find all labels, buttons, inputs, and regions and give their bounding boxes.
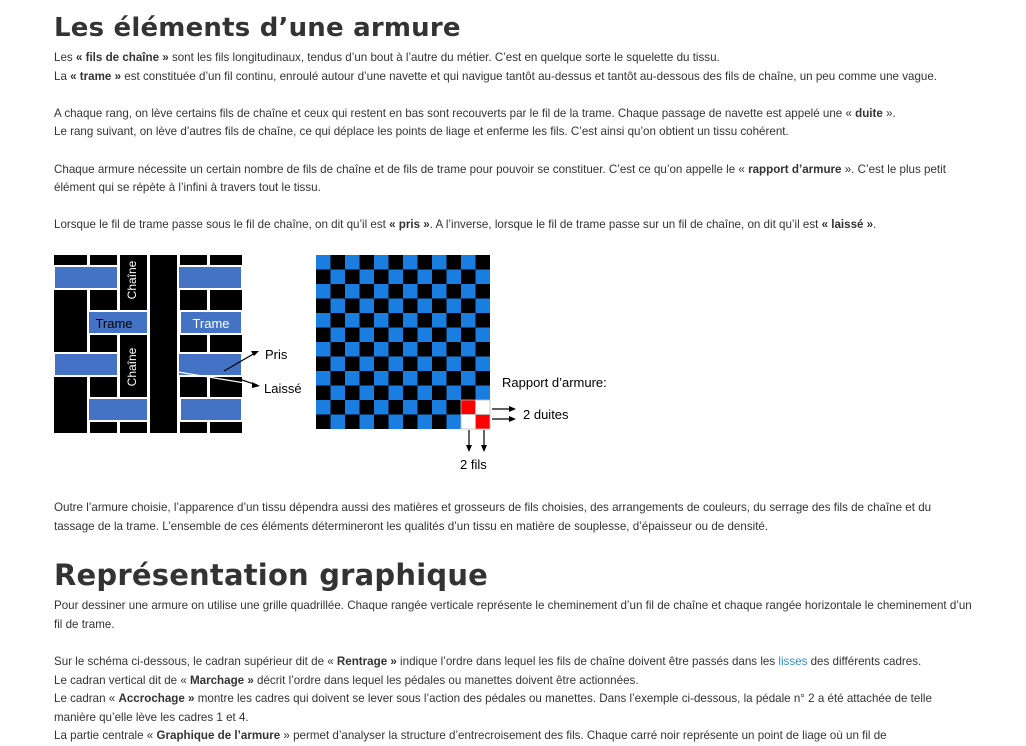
label-rapport-armure: Rapport d’armure: (502, 374, 607, 390)
checker-cell (360, 269, 375, 284)
checker-cell (345, 269, 360, 284)
checker-cell (403, 255, 418, 270)
checker-cell (389, 385, 404, 400)
checker-cell (461, 385, 476, 400)
repeat-unit-cell (476, 414, 491, 429)
label-2-fils: 2 fils (460, 456, 487, 472)
checker-cell (360, 313, 375, 328)
checker-cell (345, 342, 360, 357)
checker-cell (476, 342, 491, 357)
checker-cell (374, 313, 389, 328)
checker-cell (331, 385, 346, 400)
checker-cell (461, 269, 476, 284)
checker-cell (374, 327, 389, 342)
checker-cell (403, 400, 418, 415)
checker-cell (418, 371, 433, 386)
paragraph-duite: A chaque rang, on lève certains fils de chaîne et ceux qui restent en bas sont recouverts par le fil de la trame. Chaque passage de navette est appelé une « duite ». Le rang suivant, on lève d’autres fils de chaîne, ce qui déplace les points de liage et enferme les fils. C’est ainsi qu’on obtient un tissu cohérent. (54, 106, 896, 139)
checker-cell (418, 313, 433, 328)
checker-cell (418, 284, 433, 299)
checker-cell (461, 342, 476, 357)
checker-cell (476, 298, 491, 313)
checker-cell (432, 269, 447, 284)
section-title-elements: Les éléments d’une armure (54, 13, 461, 43)
checker-cell (345, 356, 360, 371)
checker-cell (418, 414, 433, 429)
checker-cell (418, 356, 433, 371)
label-trame-1: Trame (95, 315, 133, 331)
checker-cell (374, 255, 389, 270)
checker-cell (316, 400, 331, 415)
checker-cell (360, 385, 375, 400)
checker-cell (432, 255, 447, 270)
checker-cell (331, 342, 346, 357)
label-trame-2: Trame (192, 315, 230, 331)
checker-cell (476, 385, 491, 400)
checker-cell (316, 284, 331, 299)
paragraph-apparence-tissu: Outre l’armure choisie, l’apparence d’un tissu dépendra aussi des matières et grosseurs de fils choisies, des arrangements de couleurs, du serrage des fils de chaîne et du tassage de la trame. L’ensemble de ces éléments détermineront les qualités d’un tissu en matière de souplesse, d’épaisseur ou de densité. (54, 500, 932, 533)
checker-cell (374, 371, 389, 386)
checker-cell (461, 371, 476, 386)
checker-cell (360, 371, 375, 386)
checker-cell (432, 385, 447, 400)
checker-cell (432, 298, 447, 313)
paragraph-schema: Sur le schéma ci-dessous, le cadran supérieur dit de « Rentrage » indique l’ordre dans lequel les fils de chaîne doivent être passés dans les lisses des différents cadres. Le cadran vertical dit de « Marchage » décrit l’ordre dans lequel les pédales ou manettes doivent être actionnées. Le cadran « Accrochage » montre les cadres qui doivent se lever sous l’action des pédales ou manettes. Dans l’exemple ci-dessous, la pédale n° 2 a été attachée de telle manière qu’elle lève les cadres 1 et 4. La partie centrale « Graphique de l’armure » permet d’analyser la structure d’entrecroisement des fils. Chaque carré noir représente un point de liage où un fil de (54, 654, 932, 743)
label-chaine-2: Chaîne (125, 347, 139, 387)
checker-cell (418, 255, 433, 270)
checker-cell (403, 327, 418, 342)
checker-cell (316, 371, 331, 386)
checker-cell (345, 298, 360, 313)
paragraph-pris-laisse: Lorsque le fil de trame passe sous le fil de chaîne, on dit qu’il est « pris ». A l’inverse, lorsque le fil de trame passe sur un fil de chaîne, on dit qu’il est « laissé ». (54, 218, 877, 232)
checker-cell (447, 269, 462, 284)
checker-cell (360, 414, 375, 429)
checker-cell (345, 371, 360, 386)
link-lisses[interactable]: lisses (778, 654, 808, 668)
repeat-unit-cell (476, 400, 491, 415)
checker-cell (389, 371, 404, 386)
checker-cell (345, 255, 360, 270)
checker-cell (447, 414, 462, 429)
checker-cell (389, 269, 404, 284)
checker-cell (476, 356, 491, 371)
checker-cell (374, 284, 389, 299)
checker-cell (389, 327, 404, 342)
checker-cell (389, 313, 404, 328)
checker-cell (331, 284, 346, 299)
repeat-unit-cell (461, 400, 476, 415)
checker-cell (403, 385, 418, 400)
checker-cell (432, 356, 447, 371)
checker-cell (432, 327, 447, 342)
repeat-unit-cell (461, 414, 476, 429)
checker-cell (461, 298, 476, 313)
section-title-representation: Représentation graphique (54, 558, 489, 593)
checker-cell (418, 385, 433, 400)
checker-cell (403, 298, 418, 313)
paragraph-grille: Pour dessiner une armure on utilise une grille quadrillée. Chaque rangée verticale représente le cheminement d’un fil de chaîne et chaque rangée horizontale le cheminement d’un fil de trame. (54, 599, 972, 631)
checker-cell (389, 400, 404, 415)
checker-cell (374, 400, 389, 415)
checker-cell (345, 385, 360, 400)
checker-cell (432, 371, 447, 386)
checker-cell (331, 269, 346, 284)
checker-cell (345, 313, 360, 328)
checker-cell (389, 342, 404, 357)
checker-cell (374, 342, 389, 357)
checker-cell (403, 313, 418, 328)
checker-cell (432, 313, 447, 328)
checker-cell (432, 400, 447, 415)
checker-cell (418, 269, 433, 284)
checker-cell (316, 269, 331, 284)
label-chaine-1: Chaîne (125, 260, 139, 300)
checker-cell (360, 284, 375, 299)
checker-cell (331, 371, 346, 386)
checker-cell (360, 298, 375, 313)
checker-cell (447, 255, 462, 270)
label-laisse: Laissé (264, 380, 302, 396)
checker-cell (461, 284, 476, 299)
checker-cell (403, 371, 418, 386)
checker-cell (374, 298, 389, 313)
checker-cell (316, 342, 331, 357)
label-2-duites: 2 duites (523, 406, 569, 422)
checker-cell (374, 385, 389, 400)
checker-cell (374, 356, 389, 371)
checker-cell (447, 385, 462, 400)
checker-cell (418, 400, 433, 415)
checker-cell (432, 342, 447, 357)
checker-cell (418, 327, 433, 342)
checker-cell (360, 327, 375, 342)
checker-cell (447, 356, 462, 371)
checker-cell (476, 371, 491, 386)
checkerboard-diagram (316, 250, 626, 483)
checker-cell (316, 327, 331, 342)
checker-cell (316, 255, 331, 270)
article-content (54, 0, 974, 746)
checker-cell (476, 255, 491, 270)
checker-cell (374, 414, 389, 429)
checker-cell (331, 298, 346, 313)
checker-cell (403, 356, 418, 371)
checker-cell (461, 255, 476, 270)
checker-cell (432, 284, 447, 299)
checker-cell (316, 414, 331, 429)
checker-cell (345, 414, 360, 429)
paragraph-fils-de-chaine: Les « fils de chaîne » sont les fils longitudinaux, tendus d’un bout à l’autre du métier. C’est en quelque sorte le squelette du tissu. La « trame » est constituée d’un fil continu, enroulé autour d’une navette et qui navigue tantôt au-dessus et tantôt au-dessous des fils de chaîne, un peu comme une vague. (54, 51, 938, 83)
checker-cell (331, 414, 346, 429)
checker-cell (447, 371, 462, 386)
checker-cell (418, 342, 433, 357)
label-pris: Pris (265, 346, 288, 362)
checker-cell (374, 269, 389, 284)
checker-cell (316, 313, 331, 328)
checker-cell (345, 400, 360, 415)
checker-cell (331, 400, 346, 415)
checker-cell (476, 313, 491, 328)
checker-cell (360, 342, 375, 357)
checker-cell (447, 327, 462, 342)
checker-cell (447, 298, 462, 313)
checker-cell (447, 342, 462, 357)
checker-cell (403, 269, 418, 284)
checker-cell (389, 414, 404, 429)
checker-cell (447, 400, 462, 415)
checker-cell (476, 269, 491, 284)
checker-cell (360, 356, 375, 371)
checker-cell (331, 313, 346, 328)
checker-cell (345, 327, 360, 342)
checker-cell (461, 313, 476, 328)
checker-cell (345, 284, 360, 299)
checker-cell (447, 313, 462, 328)
checker-cell (447, 284, 462, 299)
checker-cell (461, 356, 476, 371)
checker-cell (432, 414, 447, 429)
checker-cell (331, 255, 346, 270)
checker-cell (389, 298, 404, 313)
checker-cell (331, 327, 346, 342)
checker-cell (389, 284, 404, 299)
checker-cell (403, 284, 418, 299)
paragraph-rapport-armure: Chaque armure nécessite un certain nombre de fils de chaîne et de fils de trame pour pouvoir se constituer. C’est ce qu’on appelle le « rapport d’armure ». C’est le plus petit élément qui se répète à l’infini à travers tout le tissu. (54, 162, 946, 195)
checker-cell (316, 298, 331, 313)
checker-cell (403, 342, 418, 357)
checker-cell (360, 255, 375, 270)
figures-row (54, 250, 974, 483)
checker-cell (389, 356, 404, 371)
checker-cell (418, 298, 433, 313)
weave-diagram (54, 255, 314, 440)
checker-cell (331, 356, 346, 371)
checker-cell (403, 414, 418, 429)
checker-cell (316, 356, 331, 371)
checker-cell (461, 327, 476, 342)
checker-cell (476, 284, 491, 299)
checker-cell (360, 400, 375, 415)
checker-cell (476, 327, 491, 342)
checker-cell (316, 385, 331, 400)
checker-cell (389, 255, 404, 270)
